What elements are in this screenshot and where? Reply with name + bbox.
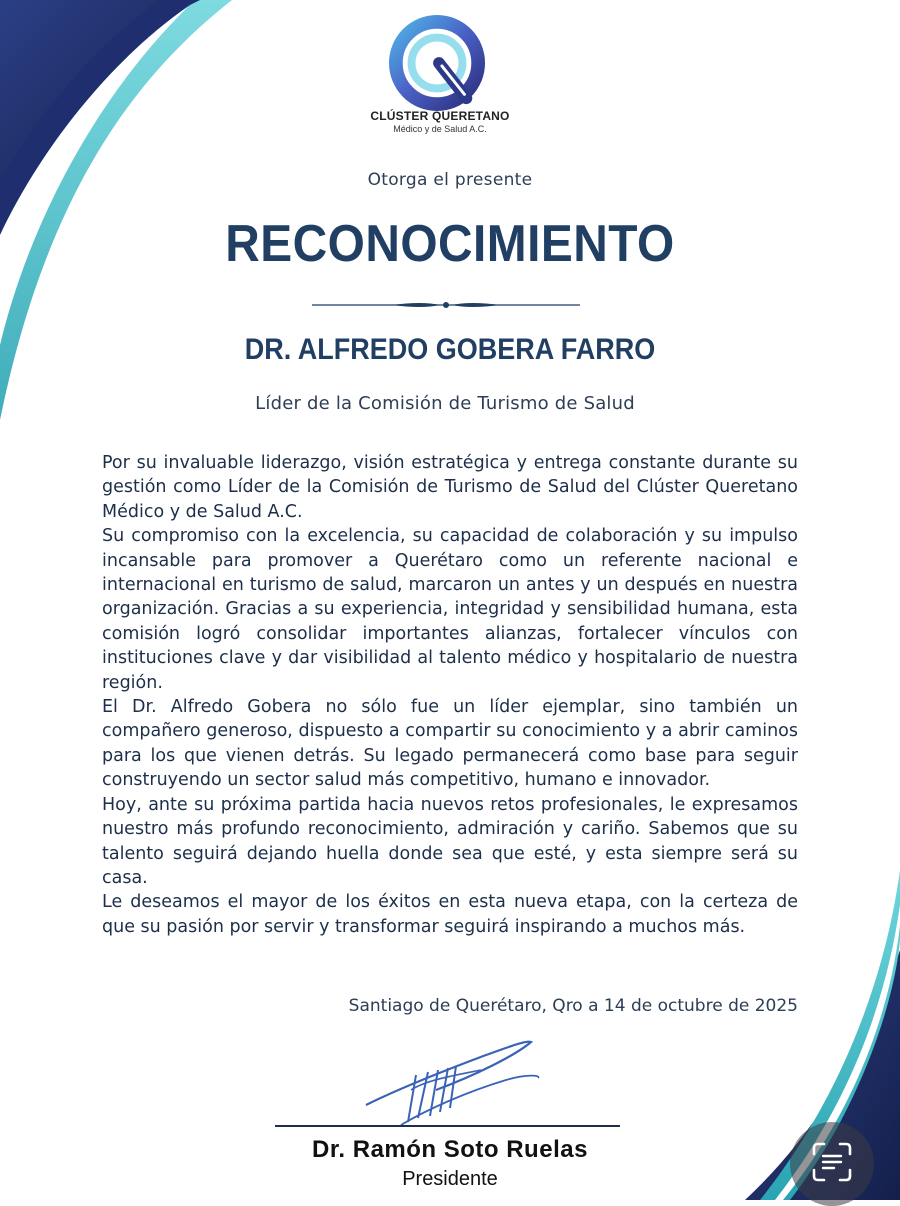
certificate-body (102, 451, 798, 939)
signature-line (275, 1125, 620, 1127)
intro-text: Otorga el presente (367, 170, 533, 190)
body-paragraph: Su compromiso con la excelencia, su capacidad de colaboración y su impulso incansable para promover a Querétaro como un referente nacional e internacional en turismo de salud, marcaron un antes y un después en nuestra organización. Gracias a su experiencia, integridad y sensibilidad humana, esta comisión logró consolidar importantes alianzas, fortalecer vínculos con instituciones clave y dar visibilidad al talento médico y hospitalario de nuestra región. (102, 526, 798, 693)
organization-name: CLÚSTER QUERETANO (370, 109, 510, 123)
place-date: Santiago de Querétaro, Qro a 14 de octubre de 2025 (348, 996, 798, 1016)
body-paragraph: Le deseamos el mayor de los éxitos en esta nueva etapa, con la certeza de que su pasión por servir y transformar seguirá inspirando a muchos más. (102, 892, 798, 937)
recipient-role: Líder de la Comisión de Turismo de Salud (255, 393, 635, 414)
scan-text-button[interactable] (790, 1122, 874, 1206)
certificate-title: RECONOCIMIENTO (225, 215, 675, 273)
signer-name: Dr. Ramón Soto Ruelas (312, 1136, 588, 1163)
organization-subtitle: Médico y de Salud A.C. (393, 124, 487, 134)
body-paragraph: Hoy, ante su próxima partida hacia nuevos retos profesionales, le expresamos nuestro más profundo reconocimiento, admiración y cariño. Sabemos que su talento seguirá dejando huella donde sea que esté, y esta siempre será su casa. (102, 794, 798, 888)
scan-text-icon (812, 1142, 852, 1182)
signature-icon (356, 1030, 546, 1130)
recipient-name: DR. ALFREDO GOBERA FARRO (244, 333, 656, 366)
body-paragraph: Por su invaluable liderazgo, visión estratégica y entrega constante durante su gestión como Líder de la Comisión de Turismo de Salud del Clúster Queretano Médico y de Salud A.C. (102, 453, 798, 522)
cluster-q-logo-icon (388, 14, 486, 112)
body-paragraph: El Dr. Alfredo Gobera no sólo fue un líder ejemplar, sino también un compañero generoso, dispuesto a compartir su conocimiento y a abrir caminos para los que vienen detrás. Su legado permanecerá como base para seguir construyendo un sector salud más competitivo, humano e innovador. (102, 697, 798, 791)
signer-title: Presidente (402, 1168, 498, 1190)
ornamental-divider (312, 296, 580, 314)
